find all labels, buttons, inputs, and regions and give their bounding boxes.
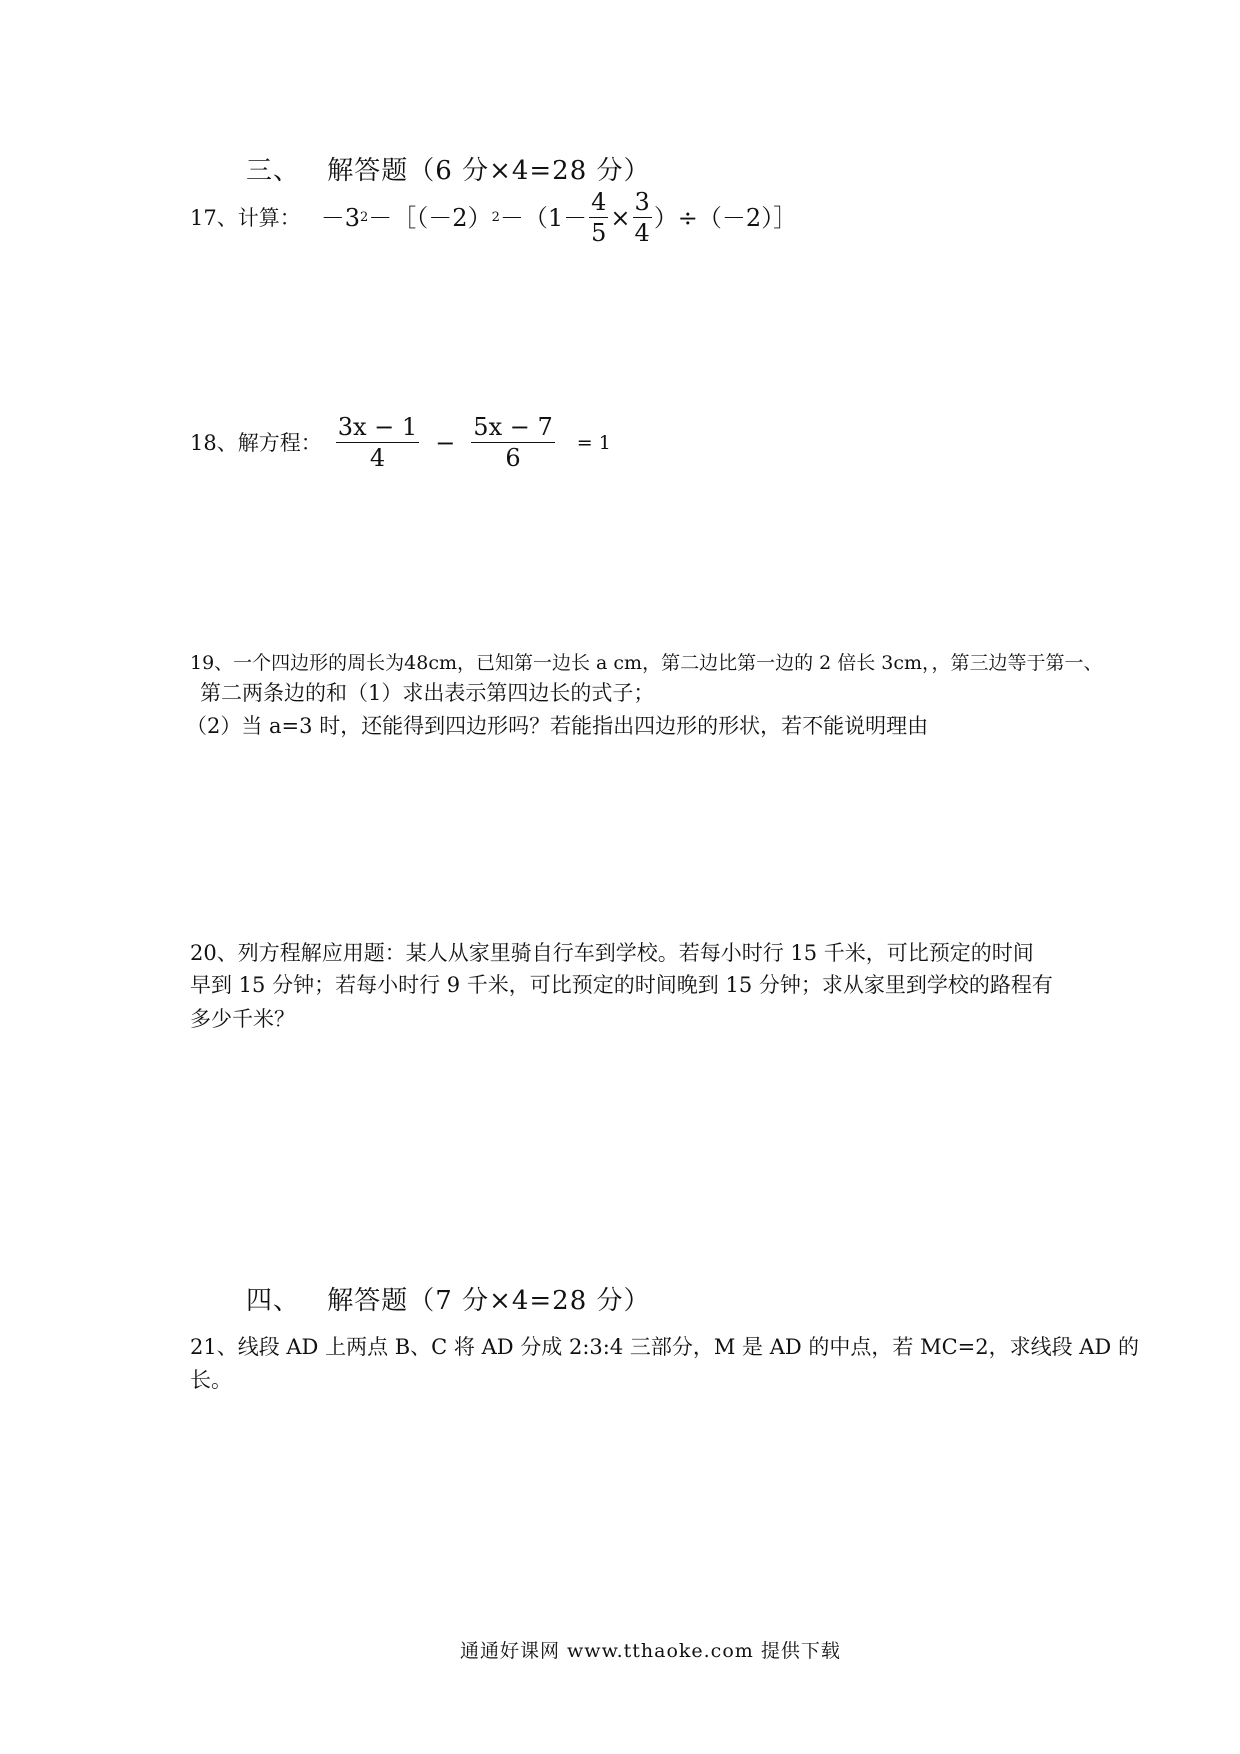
question-20-line-3: 多少千米？ bbox=[190, 1007, 295, 1031]
question-17-fraction-1-numerator: 4 bbox=[591, 188, 607, 216]
question-18 bbox=[190, 415, 611, 470]
page-footer: 通通好课网 www.tthaoke.com 提供下载 bbox=[460, 1640, 841, 1662]
question-17-op-2: －（1－ bbox=[499, 203, 588, 232]
question-19-line-2: 第二两条边的和（1）求出表示第四边长的式子； bbox=[200, 681, 655, 705]
question-18-rhs: = 1 bbox=[576, 431, 611, 454]
section-4-heading bbox=[246, 1280, 651, 1317]
question-21-line-1: 21、线段 AD 上两点 B、C 将 AD 分成 2:3:4 三部分，M 是 AD 的中点，若 MC=2，求线段 AD 的 bbox=[190, 1335, 1139, 1359]
question-17-exponent-1: 2 bbox=[360, 209, 369, 225]
question-17-fraction-1 bbox=[589, 190, 608, 245]
question-18-minus: − bbox=[435, 428, 456, 457]
question-18-fraction-1-denominator: 4 bbox=[369, 444, 386, 472]
question-17-fraction-2-numerator: 3 bbox=[634, 188, 650, 216]
section-4-title: 解答题（7 分×4=28 分） bbox=[327, 1286, 651, 1316]
question-19-line-3: （2）当 a=3 时，还能得到四边形吗？若能指出四边形的形状，若不能说明理由 bbox=[186, 714, 929, 738]
question-18-fraction-1 bbox=[336, 415, 419, 470]
question-17-fraction-2-denominator: 4 bbox=[634, 219, 650, 247]
question-20-line-1: 20、列方程解应用题：某人从家里骑自行车到学校。若每小时行 15 千米，可比预定的时间 bbox=[190, 941, 1034, 965]
section-4-number: 四、 bbox=[246, 1286, 301, 1316]
question-18-fraction-2-denominator: 6 bbox=[505, 444, 521, 472]
question-18-label: 18、解方程： bbox=[190, 430, 322, 455]
question-17-fraction-2 bbox=[633, 190, 652, 245]
question-17-fraction-1-denominator: 5 bbox=[591, 219, 607, 247]
question-17-times: × bbox=[610, 203, 631, 232]
question-17-label: 17、计算： bbox=[190, 205, 301, 230]
section-3-heading bbox=[246, 150, 651, 187]
question-21-line-2: 长。 bbox=[190, 1368, 232, 1392]
question-18-fraction-2 bbox=[471, 415, 554, 470]
question-17-base: －3 bbox=[320, 203, 361, 232]
question-17-op-1: －［（－2） bbox=[368, 203, 492, 232]
question-18-fraction-1-numerator: 3x − 1 bbox=[337, 413, 418, 441]
question-17 bbox=[190, 190, 797, 245]
question-17-tail: ）÷（－2）］ bbox=[653, 203, 798, 232]
question-19-line-1: 19、一个四边形的周长为48cm，已知第一边长 a cm，第二边比第一边的 2 倍长 3cm，，第三边等于第一、 bbox=[190, 652, 1103, 674]
question-20-line-2: 早到 15 分钟；若每小时行 9 千米，可比预定的时间晚到 15 分钟；求从家里到学校的路程有 bbox=[190, 973, 1053, 997]
section-3-title: 解答题（6 分×4=28 分） bbox=[327, 156, 651, 186]
section-3-number: 三、 bbox=[246, 156, 301, 186]
question-17-exponent-2: 2 bbox=[491, 209, 500, 225]
question-18-fraction-2-numerator: 5x − 7 bbox=[473, 413, 553, 441]
